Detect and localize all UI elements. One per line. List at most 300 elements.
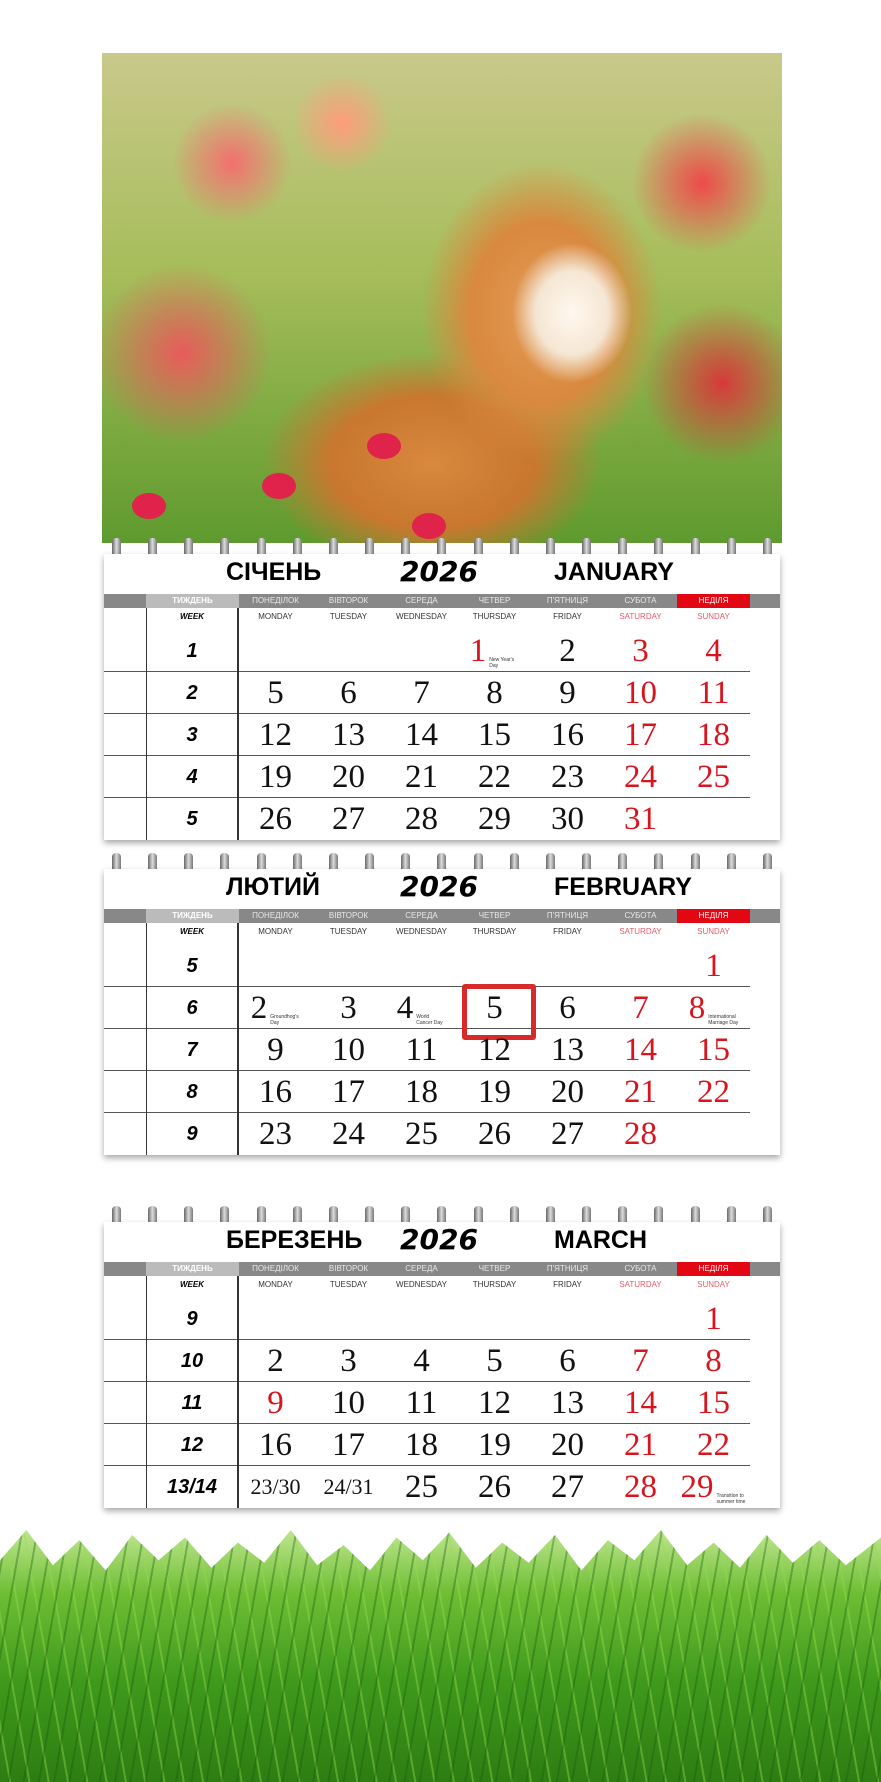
month-name-en: JANUARY xyxy=(554,558,674,586)
day-number: 9 xyxy=(267,1032,284,1068)
spacer xyxy=(104,1276,146,1298)
weekday-ua: ПОНЕДІЛОК xyxy=(252,1264,299,1273)
day-number: 11 xyxy=(405,1032,438,1068)
day-number: 24 xyxy=(332,1116,365,1152)
empty-day-cell xyxy=(458,1298,531,1340)
weekday-ua: П'ЯТНИЦЯ xyxy=(546,911,589,920)
day-number: 4 xyxy=(705,633,722,669)
day-cell[interactable] xyxy=(531,987,604,1029)
spacer xyxy=(750,594,780,608)
day-cell[interactable] xyxy=(312,987,385,1029)
year: 2026 xyxy=(400,1223,478,1256)
weekday-row-en xyxy=(104,923,780,945)
weekday-bar-ua xyxy=(104,594,780,608)
day-cell[interactable] xyxy=(604,1382,677,1424)
calendar-photo-dog-in-flowers xyxy=(102,53,782,543)
day-cell[interactable] xyxy=(239,1113,312,1155)
weekday-en: WEDNESDAY xyxy=(396,927,447,936)
day-cell[interactable] xyxy=(312,1424,385,1466)
weekday-en: WEDNESDAY xyxy=(396,612,447,621)
day-cell[interactable] xyxy=(312,1382,385,1424)
year: 2026 xyxy=(400,555,478,588)
day-cell[interactable] xyxy=(458,798,531,840)
day-cell[interactable] xyxy=(312,1340,385,1382)
week-number: 2 xyxy=(146,672,239,714)
weekday-en: MONDAY xyxy=(258,927,293,936)
weekday-ua: ПОНЕДІЛОК xyxy=(252,596,299,605)
day-number: 23 xyxy=(551,759,584,795)
empty-day-cell xyxy=(239,1298,312,1340)
day-number: 18 xyxy=(405,1074,438,1110)
day-cell[interactable] xyxy=(677,1029,750,1071)
spacer xyxy=(750,909,780,923)
spacer xyxy=(104,1262,146,1276)
spacer xyxy=(104,1424,146,1466)
month-name-ua: ЛЮТИЙ xyxy=(226,873,320,901)
empty-day-cell xyxy=(604,1298,677,1340)
day-cell[interactable] xyxy=(531,1029,604,1071)
day-number: 21 xyxy=(624,1427,657,1463)
holiday-note: Transition to summer time xyxy=(716,1493,746,1505)
weekday-ua: ВІВТОРОК xyxy=(328,1264,369,1273)
day-cell[interactable] xyxy=(531,1466,604,1508)
day-cell[interactable] xyxy=(385,1029,458,1071)
week-number: 8 xyxy=(146,1071,239,1113)
spacer xyxy=(104,630,146,672)
day-cell[interactable] xyxy=(312,756,385,798)
day-number: 30 xyxy=(551,801,584,837)
day-number: 18 xyxy=(697,717,730,753)
weekday-en: WEDNESDAY xyxy=(396,1280,447,1289)
month-name-ua: СІЧЕНЬ xyxy=(226,558,322,586)
day-cell[interactable] xyxy=(458,756,531,798)
weekday-en: SUNDAY xyxy=(697,927,730,936)
empty-day-cell xyxy=(385,630,458,672)
spacer xyxy=(104,594,146,608)
empty-day-cell xyxy=(239,630,312,672)
week-number: 13/14 xyxy=(146,1466,239,1508)
day-cell[interactable] xyxy=(312,798,385,840)
day-cell[interactable] xyxy=(531,1340,604,1382)
day-cell-current-date-marker[interactable] xyxy=(458,987,531,1029)
day-cell[interactable] xyxy=(604,1029,677,1071)
day-number: 24 xyxy=(624,759,657,795)
weekday-en: FRIDAY xyxy=(553,1280,582,1289)
day-cell[interactable] xyxy=(458,1382,531,1424)
week-number: 5 xyxy=(146,945,239,987)
day-cell[interactable] xyxy=(531,1113,604,1155)
week-number: 10 xyxy=(146,1340,239,1382)
day-number: 14 xyxy=(405,717,438,753)
empty-day-cell xyxy=(677,798,750,840)
spacer xyxy=(104,909,146,923)
weekday-ua: ПОНЕДІЛОК xyxy=(252,911,299,920)
day-cell[interactable] xyxy=(312,1029,385,1071)
day-number: 2 xyxy=(267,1343,284,1379)
day-number: 16 xyxy=(259,1427,292,1463)
day-cell[interactable] xyxy=(385,1071,458,1113)
week-row xyxy=(104,1071,750,1113)
weekday-ua: ВІВТОРОК xyxy=(328,911,369,920)
day-cell[interactable] xyxy=(312,1113,385,1155)
week-label-en: WEEK xyxy=(146,923,239,945)
day-number: 14 xyxy=(624,1385,657,1421)
day-cell[interactable] xyxy=(385,1113,458,1155)
day-cell[interactable] xyxy=(677,630,750,672)
weekday-row-en xyxy=(104,1276,780,1298)
month-title xyxy=(104,1222,780,1262)
weekday-ua: СУБОТА xyxy=(624,911,657,920)
day-number: 22 xyxy=(697,1074,730,1110)
day-number: 2 xyxy=(250,990,268,1026)
empty-day-cell xyxy=(385,945,458,987)
day-number: 24/31 xyxy=(323,1474,374,1499)
day-number: 25 xyxy=(697,759,730,795)
day-number: 2 xyxy=(559,633,576,669)
day-number: 12 xyxy=(478,1385,511,1421)
day-number: 15 xyxy=(697,1032,730,1068)
day-cell[interactable] xyxy=(458,1340,531,1382)
day-number: 29 xyxy=(680,1469,714,1505)
day-number: 20 xyxy=(551,1074,584,1110)
empty-day-cell xyxy=(385,1298,458,1340)
day-cell[interactable] xyxy=(239,798,312,840)
day-number: 15 xyxy=(697,1385,730,1421)
weekday-en: FRIDAY xyxy=(553,927,582,936)
day-cell[interactable] xyxy=(531,1424,604,1466)
day-cell[interactable] xyxy=(239,714,312,756)
empty-day-cell xyxy=(458,945,531,987)
day-number: 12 xyxy=(478,1032,511,1068)
month-panel-february xyxy=(104,869,780,1155)
weekday-en: MONDAY xyxy=(258,612,293,621)
day-number: 4 xyxy=(413,1343,430,1379)
empty-day-cell xyxy=(312,1298,385,1340)
weekday-en: SATURDAY xyxy=(619,927,662,936)
day-number: 6 xyxy=(559,1343,576,1379)
day-cell[interactable] xyxy=(604,987,677,1029)
day-cell[interactable] xyxy=(677,672,750,714)
flower xyxy=(132,493,166,519)
day-cell[interactable] xyxy=(385,798,458,840)
day-cell[interactable] xyxy=(385,714,458,756)
day-cell[interactable] xyxy=(312,1071,385,1113)
grass-decoration xyxy=(0,1530,881,1782)
day-cell[interactable] xyxy=(239,1340,312,1382)
day-cell[interactable] xyxy=(385,1340,458,1382)
day-number: 6 xyxy=(340,675,357,711)
spacer xyxy=(750,1276,780,1298)
week-number: 5 xyxy=(146,798,239,840)
week-row xyxy=(104,1382,750,1424)
weekday-en: SATURDAY xyxy=(619,1280,662,1289)
day-cell[interactable] xyxy=(385,1382,458,1424)
weekday-en: THURSDAY xyxy=(472,927,517,936)
day-number: 20 xyxy=(551,1427,584,1463)
spacer xyxy=(104,756,146,798)
day-number: 16 xyxy=(551,717,584,753)
day-number: 7 xyxy=(632,990,649,1026)
week-number: 4 xyxy=(146,756,239,798)
day-number: 21 xyxy=(405,759,438,795)
month-name-en: MARCH xyxy=(554,1226,648,1254)
day-number: 13 xyxy=(551,1032,584,1068)
weekday-ua: СУБОТА xyxy=(624,1264,657,1273)
holiday-note: Groundhog's Day xyxy=(270,1014,299,1026)
day-cell[interactable] xyxy=(604,1424,677,1466)
week-label-en: WEEK xyxy=(146,1276,239,1298)
holiday-note: International Marriage Day xyxy=(708,1014,739,1026)
day-cell[interactable] xyxy=(385,1424,458,1466)
day-cell[interactable] xyxy=(385,987,458,1029)
month-title xyxy=(104,554,780,594)
day-number: 16 xyxy=(259,1074,292,1110)
week-row xyxy=(104,1340,750,1382)
day-cell[interactable] xyxy=(385,756,458,798)
day-cell[interactable] xyxy=(531,1382,604,1424)
day-number: 1 xyxy=(705,948,722,984)
empty-day-cell xyxy=(312,945,385,987)
day-cell[interactable] xyxy=(458,630,531,672)
day-cell[interactable] xyxy=(677,714,750,756)
day-number: 6 xyxy=(559,990,576,1026)
day-number: 20 xyxy=(332,759,365,795)
day-cell[interactable] xyxy=(531,798,604,840)
day-cell[interactable] xyxy=(604,1340,677,1382)
day-cell[interactable] xyxy=(677,945,750,987)
day-cell[interactable] xyxy=(458,714,531,756)
spacer xyxy=(104,1298,146,1340)
day-cell[interactable] xyxy=(239,1029,312,1071)
day-cell[interactable] xyxy=(677,987,750,1029)
week-label-en: WEEK xyxy=(146,608,239,630)
day-cell[interactable] xyxy=(604,630,677,672)
day-cell[interactable] xyxy=(604,714,677,756)
flower xyxy=(367,433,401,459)
weekday-ua: П'ЯТНИЦЯ xyxy=(546,596,589,605)
month-title xyxy=(104,869,780,909)
day-number: 3 xyxy=(632,633,649,669)
day-cell[interactable] xyxy=(458,672,531,714)
spacer xyxy=(104,1113,146,1155)
day-number: 15 xyxy=(478,717,511,753)
weekday-row-en xyxy=(104,608,780,630)
day-cell[interactable] xyxy=(458,1113,531,1155)
week-label-ua: ТИЖДЕНЬ xyxy=(146,909,239,923)
day-cell[interactable] xyxy=(239,1466,312,1508)
day-number: 10 xyxy=(332,1385,365,1421)
day-number: 27 xyxy=(332,801,365,837)
week-row xyxy=(104,756,750,798)
weekday-en: SUNDAY xyxy=(697,612,730,621)
day-number: 25 xyxy=(405,1116,438,1152)
day-number: 8 xyxy=(688,990,706,1026)
month-name-en: FEBRUARY xyxy=(554,873,692,901)
day-cell[interactable] xyxy=(312,714,385,756)
spacer xyxy=(104,672,146,714)
day-cell[interactable] xyxy=(312,1466,385,1508)
day-number: 17 xyxy=(332,1427,365,1463)
day-number: 4 xyxy=(396,990,414,1026)
day-number: 26 xyxy=(478,1469,511,1505)
day-cell[interactable] xyxy=(312,672,385,714)
week-row xyxy=(104,1466,750,1508)
day-number: 13 xyxy=(551,1385,584,1421)
week-number: 9 xyxy=(146,1113,239,1155)
day-cell[interactable] xyxy=(239,987,312,1029)
day-number: 9 xyxy=(559,675,576,711)
day-number: 17 xyxy=(332,1074,365,1110)
spacer xyxy=(104,1340,146,1382)
spacer xyxy=(104,1071,146,1113)
day-cell[interactable] xyxy=(677,1424,750,1466)
day-cell[interactable] xyxy=(385,1466,458,1508)
day-number: 3 xyxy=(340,990,357,1026)
spacer xyxy=(104,923,146,945)
day-cell[interactable] xyxy=(531,1071,604,1113)
week-row xyxy=(104,630,750,672)
day-number: 11 xyxy=(405,1385,438,1421)
day-cell[interactable] xyxy=(458,1466,531,1508)
day-number: 8 xyxy=(486,675,503,711)
week-row xyxy=(104,672,750,714)
spacer xyxy=(104,714,146,756)
weekday-bar-ua xyxy=(104,909,780,923)
day-number: 19 xyxy=(259,759,292,795)
day-cell[interactable] xyxy=(239,672,312,714)
week-number: 6 xyxy=(146,987,239,1029)
day-number: 1 xyxy=(469,633,487,669)
day-cell[interactable] xyxy=(604,798,677,840)
day-number: 22 xyxy=(478,759,511,795)
spacer xyxy=(750,1262,780,1276)
spacer xyxy=(104,798,146,840)
day-number: 22 xyxy=(697,1427,730,1463)
day-cell[interactable] xyxy=(239,756,312,798)
spacer xyxy=(750,608,780,630)
day-number: 21 xyxy=(624,1074,657,1110)
day-cell[interactable] xyxy=(531,672,604,714)
week-number: 1 xyxy=(146,630,239,672)
weekday-ua: ЧЕТВЕР xyxy=(478,911,511,920)
day-cell[interactable] xyxy=(604,1466,677,1508)
week-row xyxy=(104,945,750,987)
day-cell[interactable] xyxy=(458,1029,531,1071)
day-cell[interactable] xyxy=(239,1424,312,1466)
day-cell[interactable] xyxy=(604,1113,677,1155)
day-cell[interactable] xyxy=(531,756,604,798)
spacer xyxy=(104,608,146,630)
day-number: 1 xyxy=(705,1301,722,1337)
week-number: 7 xyxy=(146,1029,239,1071)
week-row xyxy=(104,1298,750,1340)
day-number: 5 xyxy=(486,1343,503,1379)
empty-day-cell xyxy=(531,945,604,987)
day-number: 19 xyxy=(478,1427,511,1463)
day-number: 27 xyxy=(551,1469,584,1505)
day-cell[interactable] xyxy=(677,1382,750,1424)
day-cell[interactable] xyxy=(677,1071,750,1113)
weekday-ua: ЧЕТВЕР xyxy=(478,596,511,605)
day-cell[interactable] xyxy=(677,1466,750,1508)
day-cell[interactable] xyxy=(604,756,677,798)
week-number: 12 xyxy=(146,1424,239,1466)
spacer xyxy=(750,923,780,945)
day-cell[interactable] xyxy=(239,1382,312,1424)
day-cell[interactable] xyxy=(239,1071,312,1113)
weekday-ua: НЕДІЛЯ xyxy=(677,909,750,923)
month-name-ua: БЕРЕЗЕНЬ xyxy=(226,1226,363,1254)
day-number: 7 xyxy=(632,1343,649,1379)
day-cell[interactable] xyxy=(604,672,677,714)
weekday-ua: ВІВТОРОК xyxy=(328,596,369,605)
day-number: 26 xyxy=(259,801,292,837)
day-number: 28 xyxy=(624,1116,657,1152)
week-row xyxy=(104,798,750,840)
weekday-en: FRIDAY xyxy=(553,612,582,621)
day-number: 19 xyxy=(478,1074,511,1110)
empty-day-cell xyxy=(604,945,677,987)
flower xyxy=(262,473,296,499)
weekday-en: THURSDAY xyxy=(472,1280,517,1289)
week-label-ua: ТИЖДЕНЬ xyxy=(146,1262,239,1276)
day-number: 5 xyxy=(486,990,503,1026)
day-number: 27 xyxy=(551,1116,584,1152)
day-cell[interactable] xyxy=(677,1340,750,1382)
day-number: 25 xyxy=(405,1469,438,1505)
holiday-note: New Year's Day xyxy=(489,657,515,669)
week-label-ua: ТИЖДЕНЬ xyxy=(146,594,239,608)
day-number: 8 xyxy=(705,1343,722,1379)
month-panel-january xyxy=(104,554,780,840)
day-number: 14 xyxy=(624,1032,657,1068)
empty-day-cell xyxy=(677,1113,750,1155)
day-number: 13 xyxy=(332,717,365,753)
year: 2026 xyxy=(400,870,478,903)
week-number: 3 xyxy=(146,714,239,756)
weekday-en: TUESDAY xyxy=(329,612,368,621)
week-row xyxy=(104,1029,750,1071)
day-cell[interactable] xyxy=(458,1071,531,1113)
day-cell[interactable] xyxy=(677,756,750,798)
day-cell[interactable] xyxy=(604,1071,677,1113)
day-cell[interactable] xyxy=(385,672,458,714)
day-number: 17 xyxy=(624,717,657,753)
day-cell[interactable] xyxy=(458,1424,531,1466)
day-number: 11 xyxy=(697,675,730,711)
week-number: 9 xyxy=(146,1298,239,1340)
day-cell[interactable] xyxy=(531,630,604,672)
day-number: 23/30 xyxy=(250,1474,301,1499)
day-number: 7 xyxy=(413,675,430,711)
weekday-bar-ua xyxy=(104,1262,780,1276)
weekday-ua: СЕРЕДА xyxy=(405,911,438,920)
day-number: 23 xyxy=(259,1116,292,1152)
weekday-ua: НЕДІЛЯ xyxy=(677,1262,750,1276)
weekday-ua: ЧЕТВЕР xyxy=(478,1264,511,1273)
week-row xyxy=(104,987,750,1029)
day-cell[interactable] xyxy=(677,1298,750,1340)
weekday-en: TUESDAY xyxy=(329,927,368,936)
weekday-en: SATURDAY xyxy=(619,612,662,621)
month-panel-march xyxy=(104,1222,780,1508)
day-number: 10 xyxy=(624,675,657,711)
day-number: 29 xyxy=(478,801,511,837)
day-cell[interactable] xyxy=(531,714,604,756)
holiday-note: World Cancer Day xyxy=(416,1014,443,1026)
weekday-ua: СЕРЕДА xyxy=(405,596,438,605)
empty-day-cell xyxy=(312,630,385,672)
